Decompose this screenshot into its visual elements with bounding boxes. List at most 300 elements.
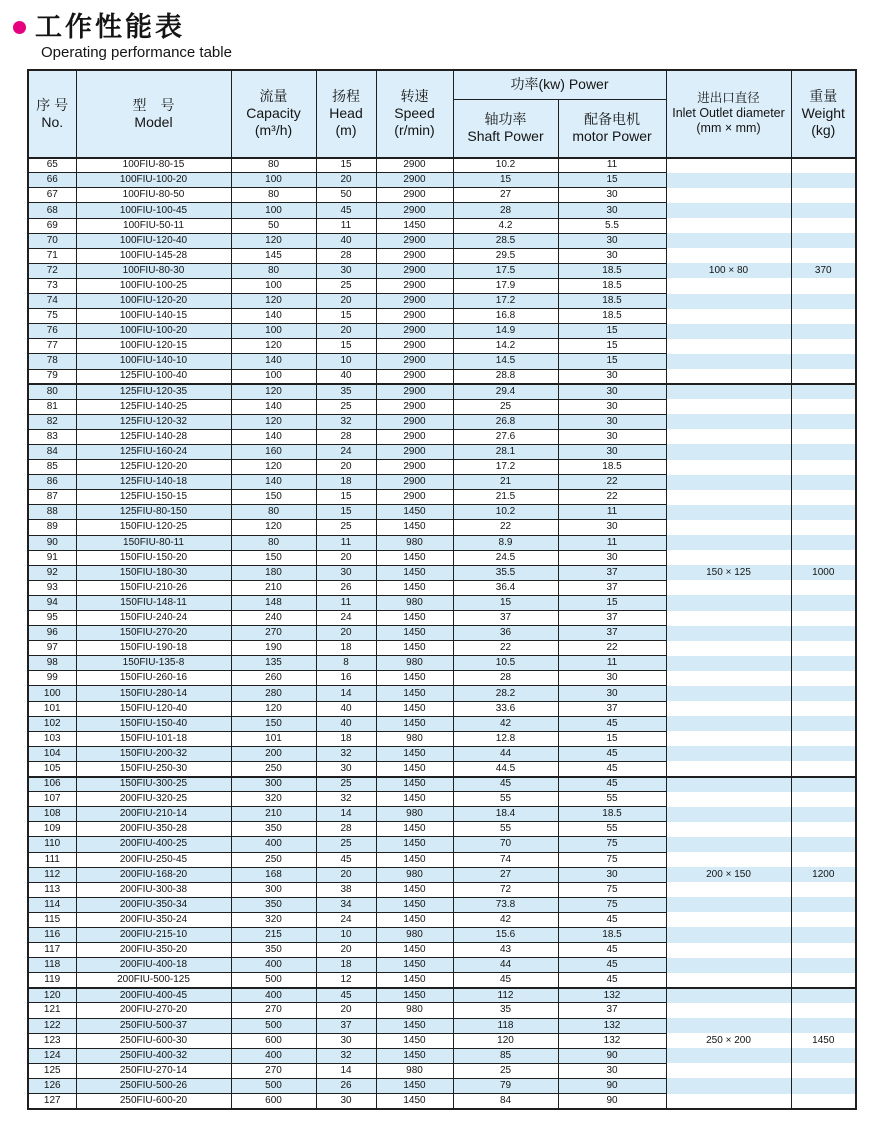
cell-model: 150FIU-180-30 bbox=[76, 565, 231, 580]
cell-diameter bbox=[666, 973, 791, 988]
cell-shaft-power: 33.6 bbox=[453, 701, 558, 716]
cell-speed: 1450 bbox=[376, 973, 453, 988]
cell-head: 26 bbox=[316, 1078, 376, 1093]
cell-diameter bbox=[666, 1094, 791, 1109]
cell-model: 150FIU-200-32 bbox=[76, 746, 231, 761]
cell-speed: 2900 bbox=[376, 173, 453, 188]
cell-no: 110 bbox=[28, 837, 76, 852]
cell-weight bbox=[791, 505, 856, 520]
cell-motor-power: 18.5 bbox=[558, 294, 666, 309]
table-row bbox=[28, 505, 856, 520]
header-weight-unit: (kg) bbox=[811, 122, 836, 139]
cell-capacity: 80 bbox=[231, 505, 316, 520]
cell-weight bbox=[791, 414, 856, 429]
cell-model: 150FIU-120-25 bbox=[76, 520, 231, 535]
table-row bbox=[28, 595, 856, 610]
cell-diameter bbox=[666, 248, 791, 263]
cell-diameter bbox=[666, 1063, 791, 1078]
cell-weight bbox=[791, 777, 856, 792]
cell-diameter bbox=[666, 716, 791, 731]
cell-diameter bbox=[666, 505, 791, 520]
cell-model: 200FIU-210-14 bbox=[76, 807, 231, 822]
cell-capacity: 320 bbox=[231, 912, 316, 927]
cell-no: 100 bbox=[28, 686, 76, 701]
cell-no: 108 bbox=[28, 807, 76, 822]
cell-shaft-power: 14.5 bbox=[453, 354, 558, 369]
header-diameter-zh: 进出口直径 bbox=[697, 90, 760, 105]
cell-shaft-power: 12.8 bbox=[453, 731, 558, 746]
cell-no: 119 bbox=[28, 973, 76, 988]
cell-shaft-power: 84 bbox=[453, 1094, 558, 1109]
cell-shaft-power: 44 bbox=[453, 746, 558, 761]
cell-capacity: 270 bbox=[231, 1003, 316, 1018]
cell-head: 28 bbox=[316, 429, 376, 444]
cell-diameter bbox=[666, 354, 791, 369]
cell-no: 111 bbox=[28, 852, 76, 867]
cell-speed: 1450 bbox=[376, 505, 453, 520]
cell-diameter bbox=[666, 339, 791, 354]
table-row bbox=[28, 460, 856, 475]
cell-head: 15 bbox=[316, 158, 376, 173]
cell-diameter bbox=[666, 309, 791, 324]
title-bullet-icon bbox=[13, 21, 26, 34]
cell-weight bbox=[791, 822, 856, 837]
cell-no: 96 bbox=[28, 626, 76, 641]
cell-speed: 2900 bbox=[376, 158, 453, 173]
table-row bbox=[28, 1094, 856, 1109]
table-row bbox=[28, 429, 856, 444]
cell-capacity: 120 bbox=[231, 384, 316, 399]
cell-diameter bbox=[666, 580, 791, 595]
cell-head: 32 bbox=[316, 414, 376, 429]
cell-head: 25 bbox=[316, 520, 376, 535]
cell-motor-power: 37 bbox=[558, 701, 666, 716]
cell-no: 120 bbox=[28, 988, 76, 1003]
cell-diameter bbox=[666, 1003, 791, 1018]
cell-weight bbox=[791, 218, 856, 233]
col-header-shaft-power bbox=[453, 100, 558, 158]
cell-model: 250FIU-500-37 bbox=[76, 1018, 231, 1033]
cell-model: 250FIU-400-32 bbox=[76, 1048, 231, 1063]
cell-head: 30 bbox=[316, 263, 376, 278]
cell-model: 150FIU-280-14 bbox=[76, 686, 231, 701]
cell-head: 34 bbox=[316, 897, 376, 912]
table-row bbox=[28, 1018, 856, 1033]
table-row bbox=[28, 309, 856, 324]
cell-no: 104 bbox=[28, 746, 76, 761]
cell-motor-power: 30 bbox=[558, 1063, 666, 1078]
cell-speed: 2900 bbox=[376, 309, 453, 324]
cell-motor-power: 18.5 bbox=[558, 927, 666, 942]
cell-no: 103 bbox=[28, 731, 76, 746]
cell-weight bbox=[791, 369, 856, 384]
cell-head: 30 bbox=[316, 1094, 376, 1109]
cell-motor-power: 55 bbox=[558, 792, 666, 807]
cell-head: 14 bbox=[316, 686, 376, 701]
cell-diameter bbox=[666, 611, 791, 626]
cell-capacity: 210 bbox=[231, 807, 316, 822]
cell-speed: 1450 bbox=[376, 822, 453, 837]
cell-speed: 980 bbox=[376, 927, 453, 942]
cell-capacity: 600 bbox=[231, 1033, 316, 1048]
cell-capacity: 250 bbox=[231, 852, 316, 867]
cell-speed: 2900 bbox=[376, 399, 453, 414]
table-row bbox=[28, 867, 856, 882]
cell-shaft-power: 21 bbox=[453, 475, 558, 490]
cell-speed: 1450 bbox=[376, 701, 453, 716]
cell-head: 25 bbox=[316, 837, 376, 852]
cell-diameter bbox=[666, 746, 791, 761]
cell-shaft-power: 28.8 bbox=[453, 369, 558, 384]
cell-shaft-power: 74 bbox=[453, 852, 558, 867]
cell-weight: 1450 bbox=[791, 1033, 856, 1048]
table-row bbox=[28, 1063, 856, 1078]
cell-model: 150FIU-250-30 bbox=[76, 761, 231, 776]
cell-no: 90 bbox=[28, 535, 76, 550]
cell-no: 87 bbox=[28, 490, 76, 505]
cell-model: 100FIU-80-15 bbox=[76, 158, 231, 173]
cell-diameter bbox=[666, 943, 791, 958]
cell-motor-power: 55 bbox=[558, 822, 666, 837]
cell-shaft-power: 14.9 bbox=[453, 324, 558, 339]
cell-model: 100FIU-120-15 bbox=[76, 339, 231, 354]
cell-weight bbox=[791, 460, 856, 475]
header-capacity-unit: (m³/h) bbox=[254, 122, 293, 139]
cell-capacity: 400 bbox=[231, 837, 316, 852]
cell-capacity: 140 bbox=[231, 354, 316, 369]
cell-weight bbox=[791, 656, 856, 671]
cell-head: 50 bbox=[316, 188, 376, 203]
cell-no: 124 bbox=[28, 1048, 76, 1063]
header-no-zh: 序 号 bbox=[36, 96, 69, 113]
table-row bbox=[28, 384, 856, 399]
cell-shaft-power: 36 bbox=[453, 626, 558, 641]
col-header-capacity bbox=[231, 70, 316, 158]
table-row bbox=[28, 354, 856, 369]
cell-diameter: 250 × 200 bbox=[666, 1033, 791, 1048]
cell-diameter bbox=[666, 444, 791, 459]
table-row bbox=[28, 837, 856, 852]
cell-capacity: 150 bbox=[231, 490, 316, 505]
cell-weight bbox=[791, 731, 856, 746]
cell-shaft-power: 43 bbox=[453, 943, 558, 958]
cell-capacity: 140 bbox=[231, 429, 316, 444]
cell-shaft-power: 17.5 bbox=[453, 263, 558, 278]
col-header-diameter bbox=[666, 70, 791, 158]
cell-motor-power: 30 bbox=[558, 384, 666, 399]
cell-shaft-power: 28 bbox=[453, 671, 558, 686]
cell-diameter bbox=[666, 731, 791, 746]
cell-speed: 2900 bbox=[376, 444, 453, 459]
cell-diameter bbox=[666, 414, 791, 429]
cell-motor-power: 30 bbox=[558, 414, 666, 429]
cell-shaft-power: 27.6 bbox=[453, 429, 558, 444]
cell-motor-power: 30 bbox=[558, 188, 666, 203]
cell-head: 12 bbox=[316, 973, 376, 988]
table-row bbox=[28, 641, 856, 656]
cell-model: 200FIU-320-25 bbox=[76, 792, 231, 807]
table-row bbox=[28, 520, 856, 535]
cell-motor-power: 15 bbox=[558, 173, 666, 188]
cell-head: 10 bbox=[316, 354, 376, 369]
cell-speed: 2900 bbox=[376, 354, 453, 369]
cell-no: 127 bbox=[28, 1094, 76, 1109]
table-row bbox=[28, 973, 856, 988]
cell-capacity: 140 bbox=[231, 399, 316, 414]
cell-diameter bbox=[666, 520, 791, 535]
cell-model: 200FIU-300-38 bbox=[76, 882, 231, 897]
cell-shaft-power: 73.8 bbox=[453, 897, 558, 912]
cell-model: 125FIU-120-20 bbox=[76, 460, 231, 475]
cell-speed: 1450 bbox=[376, 611, 453, 626]
cell-weight bbox=[791, 535, 856, 550]
cell-speed: 980 bbox=[376, 731, 453, 746]
header-diameter-unit: (mm × mm) bbox=[696, 121, 761, 136]
cell-speed: 2900 bbox=[376, 339, 453, 354]
table-row bbox=[28, 626, 856, 641]
cell-model: 150FIU-135-8 bbox=[76, 656, 231, 671]
cell-no: 81 bbox=[28, 399, 76, 414]
cell-head: 45 bbox=[316, 203, 376, 218]
cell-capacity: 600 bbox=[231, 1094, 316, 1109]
cell-diameter bbox=[666, 671, 791, 686]
table-row bbox=[28, 188, 856, 203]
col-header-no bbox=[28, 70, 76, 158]
cell-speed: 1450 bbox=[376, 792, 453, 807]
cell-weight bbox=[791, 158, 856, 173]
cell-no: 65 bbox=[28, 158, 76, 173]
cell-capacity: 300 bbox=[231, 777, 316, 792]
cell-no: 68 bbox=[28, 203, 76, 218]
cell-weight bbox=[791, 1018, 856, 1033]
cell-model: 100FIU-100-25 bbox=[76, 278, 231, 293]
table-body bbox=[28, 158, 856, 1109]
cell-shaft-power: 24.5 bbox=[453, 550, 558, 565]
cell-head: 15 bbox=[316, 339, 376, 354]
cell-capacity: 500 bbox=[231, 973, 316, 988]
cell-diameter bbox=[666, 399, 791, 414]
cell-capacity: 145 bbox=[231, 248, 316, 263]
cell-motor-power: 11 bbox=[558, 535, 666, 550]
cell-capacity: 168 bbox=[231, 867, 316, 882]
page-subtitle: Operating performance table bbox=[41, 43, 232, 61]
cell-capacity: 190 bbox=[231, 641, 316, 656]
cell-capacity: 500 bbox=[231, 1018, 316, 1033]
cell-model: 150FIU-148-11 bbox=[76, 595, 231, 610]
cell-shaft-power: 18.4 bbox=[453, 807, 558, 822]
cell-shaft-power: 118 bbox=[453, 1018, 558, 1033]
cell-capacity: 120 bbox=[231, 339, 316, 354]
cell-capacity: 250 bbox=[231, 761, 316, 776]
cell-motor-power: 15 bbox=[558, 339, 666, 354]
table-row bbox=[28, 203, 856, 218]
cell-head: 40 bbox=[316, 716, 376, 731]
cell-weight bbox=[791, 324, 856, 339]
table-row bbox=[28, 248, 856, 263]
cell-model: 100FIU-100-20 bbox=[76, 173, 231, 188]
cell-no: 80 bbox=[28, 384, 76, 399]
cell-model: 100FIU-50-11 bbox=[76, 218, 231, 233]
cell-head: 24 bbox=[316, 611, 376, 626]
cell-diameter bbox=[666, 852, 791, 867]
cell-motor-power: 11 bbox=[558, 505, 666, 520]
cell-no: 66 bbox=[28, 173, 76, 188]
table-row bbox=[28, 278, 856, 293]
table-row bbox=[28, 701, 856, 716]
cell-head: 26 bbox=[316, 580, 376, 595]
cell-capacity: 140 bbox=[231, 475, 316, 490]
cell-no: 123 bbox=[28, 1033, 76, 1048]
cell-motor-power: 90 bbox=[558, 1048, 666, 1063]
cell-capacity: 100 bbox=[231, 173, 316, 188]
cell-motor-power: 11 bbox=[558, 656, 666, 671]
performance-table bbox=[27, 69, 857, 1110]
cell-motor-power: 30 bbox=[558, 671, 666, 686]
cell-capacity: 150 bbox=[231, 716, 316, 731]
table-row bbox=[28, 1048, 856, 1063]
cell-motor-power: 132 bbox=[558, 1018, 666, 1033]
col-header-speed bbox=[376, 70, 453, 158]
cell-model: 125FIU-140-18 bbox=[76, 475, 231, 490]
cell-model: 100FIU-80-50 bbox=[76, 188, 231, 203]
cell-model: 200FIU-350-20 bbox=[76, 943, 231, 958]
cell-motor-power: 45 bbox=[558, 716, 666, 731]
table-row bbox=[28, 958, 856, 973]
cell-model: 150FIU-270-20 bbox=[76, 626, 231, 641]
cell-capacity: 500 bbox=[231, 1078, 316, 1093]
cell-shaft-power: 35 bbox=[453, 1003, 558, 1018]
cell-shaft-power: 25 bbox=[453, 399, 558, 414]
cell-model: 100FIU-140-15 bbox=[76, 309, 231, 324]
cell-diameter bbox=[666, 761, 791, 776]
cell-diameter bbox=[666, 641, 791, 656]
cell-model: 250FIU-600-30 bbox=[76, 1033, 231, 1048]
cell-shaft-power: 45 bbox=[453, 777, 558, 792]
cell-motor-power: 30 bbox=[558, 429, 666, 444]
cell-motor-power: 18.5 bbox=[558, 278, 666, 293]
cell-weight bbox=[791, 973, 856, 988]
cell-head: 18 bbox=[316, 641, 376, 656]
cell-weight bbox=[791, 626, 856, 641]
cell-diameter bbox=[666, 158, 791, 173]
cell-speed: 1450 bbox=[376, 943, 453, 958]
cell-model: 150FIU-150-40 bbox=[76, 716, 231, 731]
cell-capacity: 350 bbox=[231, 822, 316, 837]
cell-speed: 980 bbox=[376, 1003, 453, 1018]
cell-no: 121 bbox=[28, 1003, 76, 1018]
cell-diameter bbox=[666, 927, 791, 942]
cell-model: 100FIU-120-20 bbox=[76, 294, 231, 309]
cell-speed: 1450 bbox=[376, 626, 453, 641]
cell-motor-power: 22 bbox=[558, 641, 666, 656]
cell-no: 102 bbox=[28, 716, 76, 731]
cell-model: 200FIU-250-45 bbox=[76, 852, 231, 867]
cell-motor-power: 30 bbox=[558, 686, 666, 701]
cell-no: 78 bbox=[28, 354, 76, 369]
cell-weight bbox=[791, 1094, 856, 1109]
cell-head: 45 bbox=[316, 852, 376, 867]
page-title: 工作性能表 bbox=[35, 12, 185, 42]
cell-weight bbox=[791, 897, 856, 912]
cell-head: 37 bbox=[316, 1018, 376, 1033]
cell-weight: 370 bbox=[791, 263, 856, 278]
table-row bbox=[28, 565, 856, 580]
cell-shaft-power: 72 bbox=[453, 882, 558, 897]
cell-capacity: 100 bbox=[231, 203, 316, 218]
cell-diameter bbox=[666, 837, 791, 852]
cell-no: 76 bbox=[28, 324, 76, 339]
cell-no: 86 bbox=[28, 475, 76, 490]
cell-no: 84 bbox=[28, 444, 76, 459]
cell-weight bbox=[791, 716, 856, 731]
cell-shaft-power: 55 bbox=[453, 792, 558, 807]
cell-capacity: 300 bbox=[231, 882, 316, 897]
cell-motor-power: 75 bbox=[558, 837, 666, 852]
cell-model: 100FIU-120-40 bbox=[76, 233, 231, 248]
cell-shaft-power: 26.8 bbox=[453, 414, 558, 429]
header-head-zh: 扬程 bbox=[332, 88, 360, 105]
cell-model: 125FIU-120-32 bbox=[76, 414, 231, 429]
cell-weight bbox=[791, 520, 856, 535]
cell-no: 114 bbox=[28, 897, 76, 912]
cell-motor-power: 45 bbox=[558, 746, 666, 761]
cell-diameter bbox=[666, 626, 791, 641]
cell-weight bbox=[791, 927, 856, 942]
cell-diameter bbox=[666, 384, 791, 399]
cell-motor-power: 18.5 bbox=[558, 460, 666, 475]
cell-motor-power: 45 bbox=[558, 958, 666, 973]
cell-motor-power: 15 bbox=[558, 324, 666, 339]
cell-capacity: 80 bbox=[231, 535, 316, 550]
cell-weight bbox=[791, 550, 856, 565]
cell-model: 100FIU-100-20 bbox=[76, 324, 231, 339]
cell-capacity: 50 bbox=[231, 218, 316, 233]
cell-no: 75 bbox=[28, 309, 76, 324]
cell-weight bbox=[791, 988, 856, 1003]
cell-shaft-power: 10.5 bbox=[453, 656, 558, 671]
cell-capacity: 215 bbox=[231, 927, 316, 942]
cell-motor-power: 37 bbox=[558, 565, 666, 580]
cell-diameter bbox=[666, 1018, 791, 1033]
cell-speed: 1450 bbox=[376, 716, 453, 731]
cell-weight bbox=[791, 444, 856, 459]
cell-shaft-power: 55 bbox=[453, 822, 558, 837]
cell-motor-power: 45 bbox=[558, 943, 666, 958]
cell-no: 73 bbox=[28, 278, 76, 293]
cell-capacity: 101 bbox=[231, 731, 316, 746]
cell-weight bbox=[791, 309, 856, 324]
cell-capacity: 260 bbox=[231, 671, 316, 686]
table-row bbox=[28, 324, 856, 339]
cell-motor-power: 15 bbox=[558, 731, 666, 746]
cell-head: 45 bbox=[316, 988, 376, 1003]
cell-motor-power: 22 bbox=[558, 475, 666, 490]
cell-diameter bbox=[666, 369, 791, 384]
cell-motor-power: 15 bbox=[558, 354, 666, 369]
cell-weight bbox=[791, 173, 856, 188]
cell-no: 88 bbox=[28, 505, 76, 520]
cell-weight bbox=[791, 580, 856, 595]
table-row bbox=[28, 686, 856, 701]
cell-motor-power: 37 bbox=[558, 1003, 666, 1018]
cell-diameter bbox=[666, 897, 791, 912]
table-row bbox=[28, 173, 856, 188]
cell-speed: 1450 bbox=[376, 761, 453, 776]
cell-speed: 1450 bbox=[376, 686, 453, 701]
cell-shaft-power: 15.6 bbox=[453, 927, 558, 942]
cell-model: 200FIU-400-18 bbox=[76, 958, 231, 973]
cell-head: 30 bbox=[316, 565, 376, 580]
